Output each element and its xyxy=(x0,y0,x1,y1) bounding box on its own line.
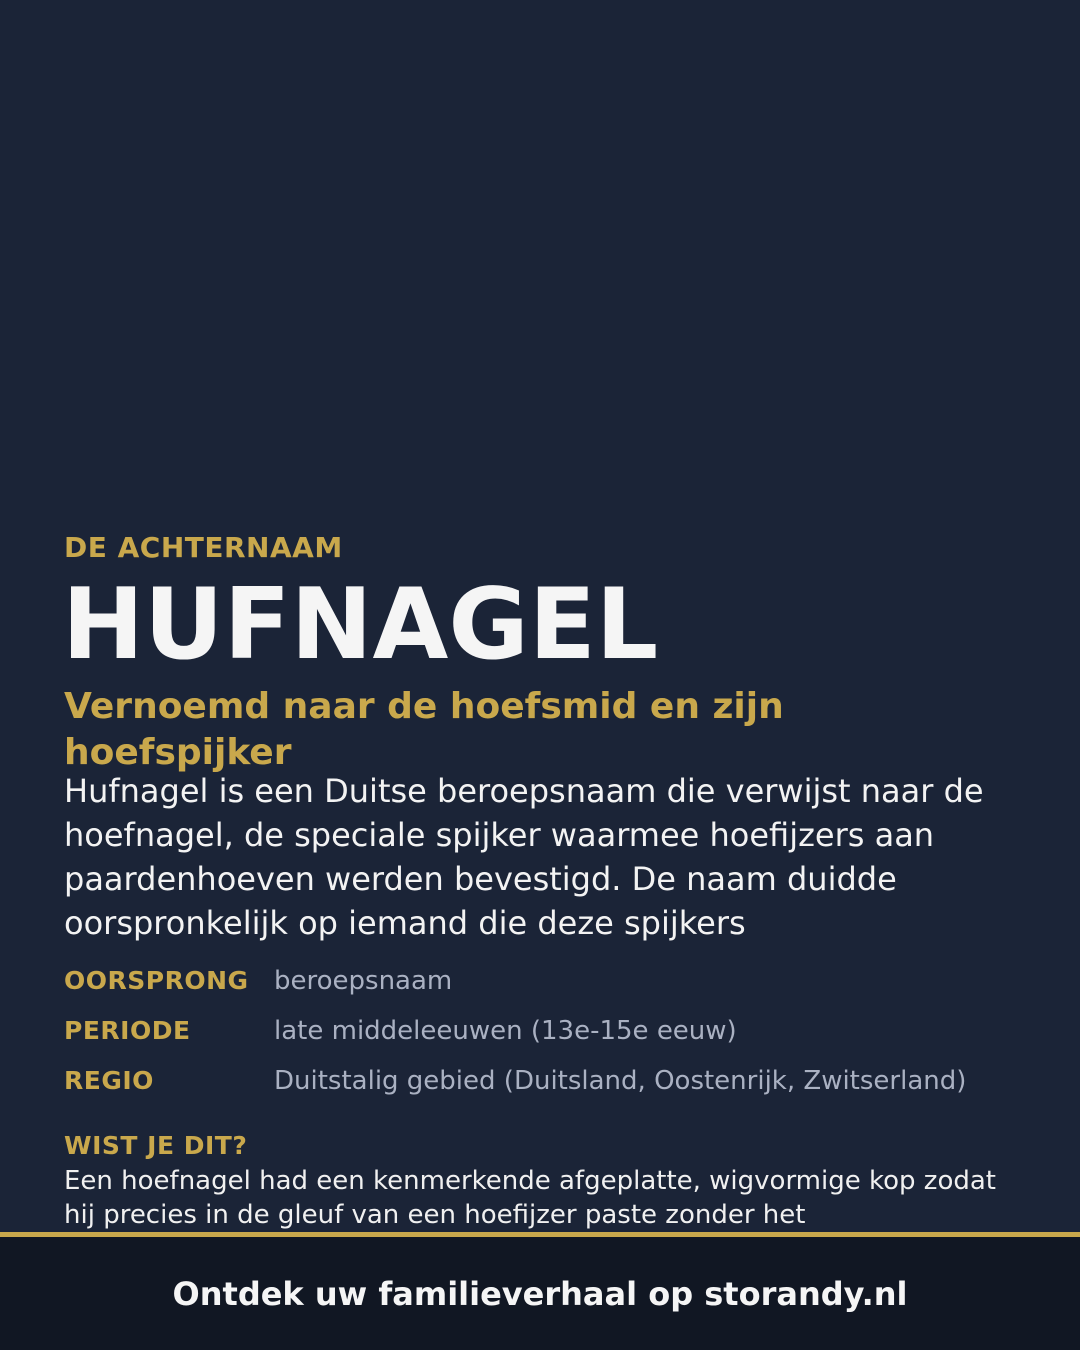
did-you-know-label: WIST JE DIT? xyxy=(64,1131,248,1160)
fact-label: REGIO xyxy=(64,1066,154,1095)
surname-title: HUFNAGEL xyxy=(62,568,659,682)
fact-value: late middeleeuwen (13e-15e eeuw) xyxy=(274,1016,737,1046)
footer-banner xyxy=(0,1237,1080,1350)
facts-list xyxy=(64,963,1024,1113)
fact-row-period xyxy=(64,1013,1024,1049)
fact-value: beroepsnaam xyxy=(274,966,453,996)
did-you-know-text: Een hoefnagel had een kenmerkende afgeplatte, wigvormige kop zodat hij precies in de gleuf van een hoefijzer paste zonder het xyxy=(64,1166,996,1230)
surname-subtitle: Vernoemd naar de hoefsmid en zijn hoefspijker xyxy=(64,686,784,773)
surname-description: Hufnagel is een Duitse beroepsnaam die verwijst naar de hoefnagel, de speciale spijker waarmee hoefijzers aan paardenhoeven werden bevestigd. De naam duidde oorspronkelijk op iemand die deze spijkers xyxy=(64,772,984,942)
fact-label: PERIODE xyxy=(64,1016,191,1045)
fact-row-region xyxy=(64,1063,1024,1099)
eyebrow-label: DE ACHTERNAAM xyxy=(64,531,343,564)
fact-label: OORSPRONG xyxy=(64,966,249,995)
footer-cta-link[interactable]: Ontdek uw familieverhaal op storandy.nl xyxy=(172,1274,908,1313)
fact-value: Duitstalig gebied (Duitsland, Oostenrijk, Zwitserland) xyxy=(274,1066,967,1096)
fact-row-origin xyxy=(64,963,1024,999)
